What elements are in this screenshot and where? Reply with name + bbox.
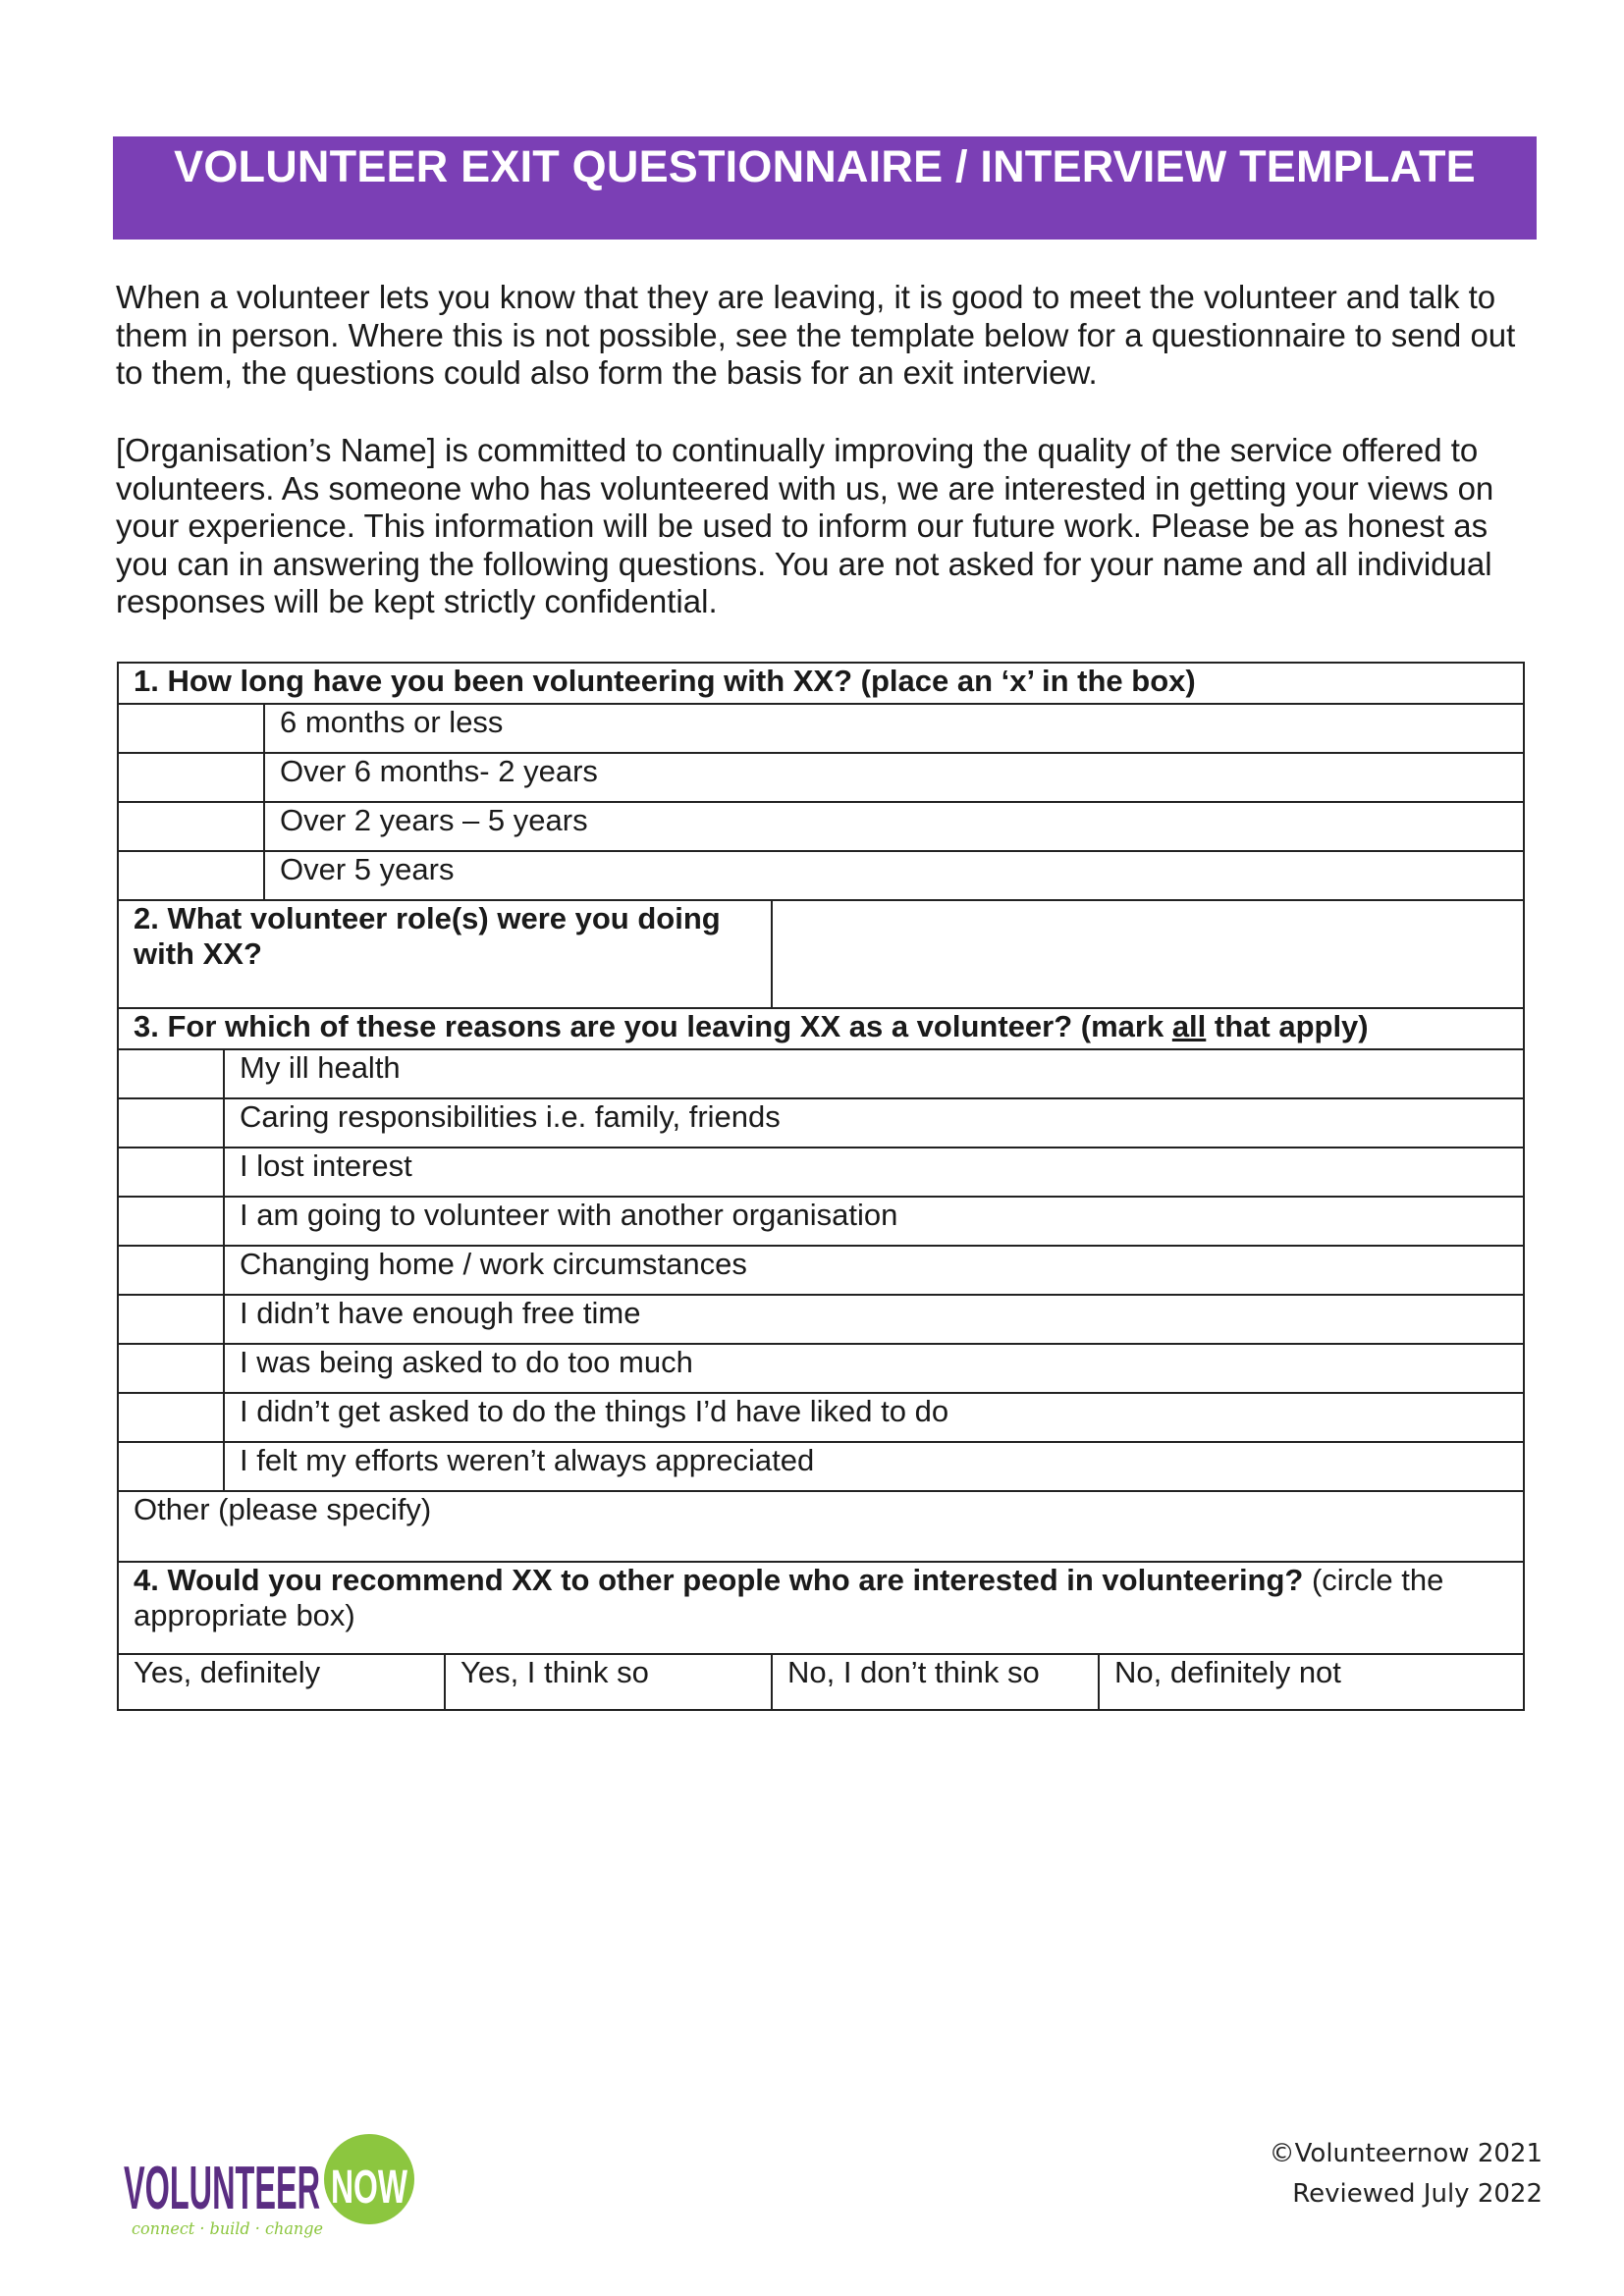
intro-paragraph-2: [Organisation’s Name] is committed to continually improving the quality of the service offered to volunteers. As someone who has volunteered with us, we are interested in getting your views on your experience. This information will be used to inform our future work. Please be as honest as you can in answering the following questions. You are not asked for your name and all individual responses will be kept strictly confidential. (116, 432, 1494, 619)
q3-option-label: I lost interest (224, 1148, 1524, 1197)
q3-checkbox[interactable] (118, 1393, 224, 1442)
q3-option-label: I didn’t get asked to do the things I’d have liked to do (224, 1393, 1524, 1442)
q3-option-label: I felt my efforts weren’t always appreciated (224, 1442, 1524, 1491)
q4-question (118, 1562, 1524, 1654)
q3-option-label: I am going to volunteer with another organisation (224, 1197, 1524, 1246)
q3-option-label: Caring responsibilities i.e. family, friends (224, 1098, 1524, 1148)
q3-question-underlined: all (1171, 1009, 1207, 1043)
q1-option-row (118, 851, 1524, 900)
footer-copyright: ©Volunteernow 2021 (1269, 2139, 1543, 2168)
q3-checkbox[interactable] (118, 1295, 224, 1344)
q3-other-label: Other (please specify) (134, 1492, 432, 1526)
q4-question-bold: 4. Would you recommend XX to other people who are interested in volunteering? (134, 1563, 1304, 1597)
q4-answer-no-dont-think-so[interactable]: No, I don’t think so (772, 1654, 1099, 1710)
q1-checkbox[interactable] (118, 753, 264, 802)
q4-answer-no-definitely-not[interactable]: No, definitely not (1099, 1654, 1524, 1710)
q3-checkbox[interactable] (118, 1344, 224, 1393)
q3-option-row (118, 1197, 1524, 1246)
q3-option-label: I didn’t have enough free time (224, 1295, 1524, 1344)
q1-option-row (118, 802, 1524, 851)
q3-other-field[interactable] (118, 1491, 1524, 1562)
q1-checkbox[interactable] (118, 802, 264, 851)
q1-checkbox[interactable] (118, 704, 264, 753)
questionnaire-table (117, 662, 1525, 1711)
q3-option-row (118, 1393, 1524, 1442)
q1-option-label: Over 5 years (264, 851, 1524, 900)
q3-option-row (118, 1148, 1524, 1197)
q3-checkbox[interactable] (118, 1197, 224, 1246)
q4-answer-yes-think-so[interactable]: Yes, I think so (445, 1654, 772, 1710)
q3-checkbox[interactable] (118, 1148, 224, 1197)
footer (1270, 2134, 1543, 2215)
logo-tagline: connect · build · change (132, 2219, 323, 2239)
q3-checkbox[interactable] (118, 1098, 224, 1148)
q1-option-label: 6 months or less (264, 704, 1524, 753)
q3-option-row (118, 1442, 1524, 1491)
q1-checkbox[interactable] (118, 851, 264, 900)
page-title: VOLUNTEER EXIT QUESTIONNAIRE / INTERVIEW TEMPLATE (174, 141, 1476, 191)
q4-answer-yes-definitely[interactable]: Yes, definitely (118, 1654, 445, 1710)
q1-question: 1. How long have you been volunteering with XX? (place an ‘x’ in the box) (118, 663, 1524, 704)
q3-question-end: that apply) (1206, 1009, 1369, 1043)
q3-option-row (118, 1295, 1524, 1344)
q1-option-label: Over 6 months- 2 years (264, 753, 1524, 802)
q2-question: 2. What volunteer role(s) were you doing with XX? (118, 900, 772, 1008)
q3-checkbox[interactable] (118, 1442, 224, 1491)
q2-answer-field[interactable] (772, 900, 1524, 1008)
q1-option-row (118, 753, 1524, 802)
q3-option-label: My ill health (224, 1049, 1524, 1098)
q3-option-label: Changing home / work circumstances (224, 1246, 1524, 1295)
q3-option-label: I was being asked to do too much (224, 1344, 1524, 1393)
q3-question (118, 1008, 1524, 1049)
footer-reviewed: Reviewed July 2022 (1292, 2179, 1543, 2209)
logo-word-now: NOW (331, 2162, 408, 2214)
q4-question-note: (circle the appropriate box) (134, 1563, 1444, 1632)
q1-option-row (118, 704, 1524, 753)
volunteer-now-logo (124, 2132, 428, 2240)
q3-question-start: 3. For which of these reasons are you leaving XX as a volunteer? (mark (134, 1009, 1172, 1043)
q3-option-row (118, 1246, 1524, 1295)
q3-checkbox[interactable] (118, 1049, 224, 1098)
q3-option-row (118, 1344, 1524, 1393)
q3-option-row (118, 1049, 1524, 1098)
q1-option-label: Over 2 years – 5 years (264, 802, 1524, 851)
q3-checkbox[interactable] (118, 1246, 224, 1295)
logo-word-volunteer: VOLUNTEER (124, 2155, 320, 2222)
volunteer-now-logo-graphic (124, 2132, 428, 2240)
intro-paragraph-1: When a volunteer lets you know that they are leaving, it is good to meet the volunteer and talk to them in person. Where this is not possible, see the template below for a questionnaire to send out to them, the questions could also form the basis for an exit interview. (116, 279, 1516, 391)
q3-option-row (118, 1098, 1524, 1148)
title-banner (113, 136, 1537, 240)
